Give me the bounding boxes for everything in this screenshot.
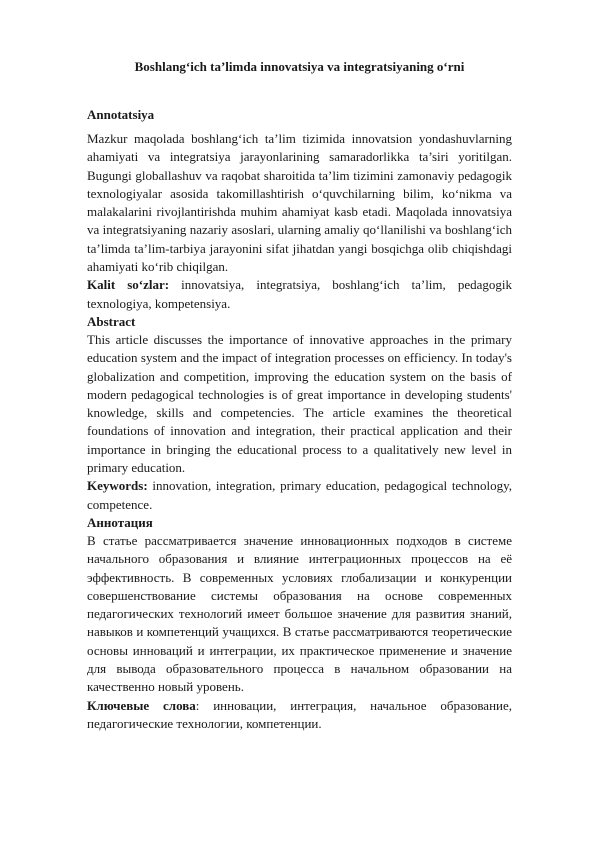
keywords-ru-label: Ключевые слова [87,697,196,713]
abstract-en [87,313,512,514]
abstract-en-heading: Abstract [87,313,136,329]
keywords-ru-text: : инновации, интеграция, начальное образование, педагогические технологии, компетенции. [87,697,513,731]
abstract-uz [87,106,512,313]
abstract-ru [87,514,512,733]
abstract-uz-heading: Annotatsiya [87,107,155,122]
keywords-en-text: innovation, integration, primary education, pedagogical technology, competence. [87,478,512,512]
keywords-uz [87,276,512,313]
keywords-en-label: Keywords: [87,478,148,494]
abstract-ru-heading: Аннотация [87,514,153,530]
abstract-uz-body: Mazkur maqolada boshlang‘ich ta’lim tizimida innovatsion yondashuvlarning ahamiyati va integratsiya jarayonlarining samaradorlikka ta’siri yoritilgan. Bugungi globallashuv va raqobat sharoitida ta’lim tizimini zamonaviy pedagogik texnologiyalar asosida takomillashtirish o‘quvchilarning bilim, ko‘nikma va malakalarini rivojlantirishda muhim ahamiyat kasb etadi. Maqolada innovatsiya va integratsiyaning nazariy asoslari, ularning amaliy qo‘llanilishi va boshlang‘ich ta’limda ta’lim-tarbiya jarayonini sifat jihatdan yangi bosqichga olib chiqishdagi ahamiyati ko‘rib chiqilgan. [87,131,512,275]
paper-title: Boshlang‘ich ta’limda innovatsiya va integratsiyaning o‘rni [134,59,465,74]
paper-page [87,58,512,733]
keywords-uz-text: innovatsiya, integratsiya, boshlang‘ich ta’lim, pedagogik texnologiya, kompetensiya. [87,277,512,311]
keywords-uz-label: Kalit so‘zlar: [87,277,170,293]
keywords-en [87,477,512,514]
abstract-ru-body: В статье рассматривается значение инновационных подходов в системе начального образования и влияние интеграционных процессов на её эффективность. В современных условиях глобализации и конкуренции совершенствование системы образования на основе современных педагогических технологий имеет большое значение для развития знаний, навыков и компетенций учащихся. В статье рассматриваются теоретические основы инноваций и интеграции, их практическое применение и значение для вывода образовательного процесса в начальном образовании на качественно новый уровень. [87,532,512,695]
abstract-en-body: This article discusses the importance of innovative approaches in the primary education system and the impact of integration processes on efficiency. In today's globalization and competition, improving the education system on the basis of modern pedagogical technologies is of great importance in developing students' knowledge, skills and competencies. The article examines the theoretical foundations of innovation and integration, their practical application and their importance in bringing the educational process to a qualitatively new level in primary education. [87,331,512,476]
keywords-ru [87,697,512,734]
